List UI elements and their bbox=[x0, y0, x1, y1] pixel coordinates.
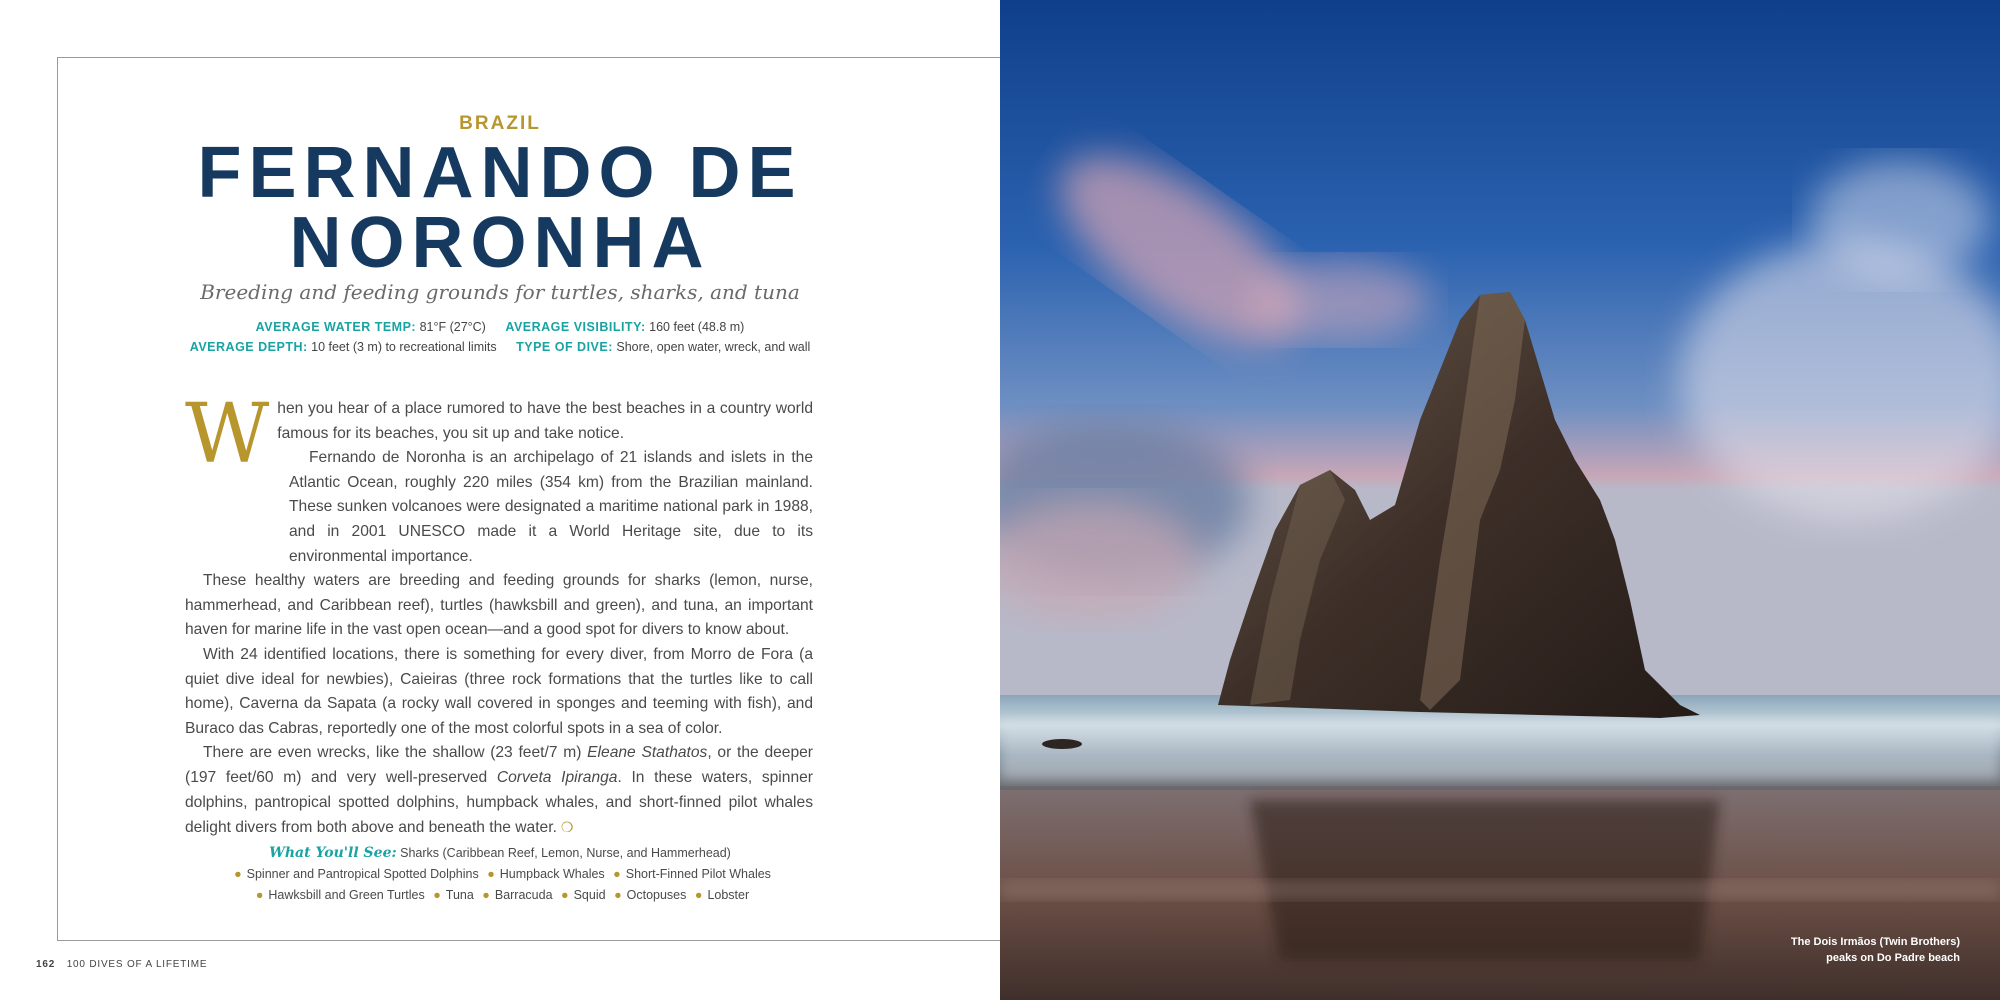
stat-label: AVERAGE WATER TEMP: bbox=[255, 320, 417, 334]
paragraph-5-text-c: . In these waters, spinner dolphins, pantropical spotted dolphins, humpback whales, and short-finned pilot whales delight divers from both above and beneath the water. bbox=[185, 768, 813, 837]
see-item: Octopuses bbox=[626, 888, 687, 902]
stats-row-2 bbox=[60, 340, 940, 354]
stat-visibility bbox=[505, 320, 744, 334]
caption-line-2: peaks on Do Padre beach bbox=[1826, 952, 1960, 964]
title-line-2: NORONHA bbox=[289, 203, 711, 283]
see-item: Hawksbill and Green Turtles bbox=[268, 888, 425, 902]
stat-value: 81°F (27°C) bbox=[419, 320, 486, 334]
see-item: Sharks (Caribbean Reef, Lemon, Nurse, and Hammerhead) bbox=[400, 846, 731, 860]
stat-value: Shore, open water, wreck, and wall bbox=[616, 340, 811, 354]
paragraph-5-text-a: There are even wrecks, like the shallow (23 feet/7 m) bbox=[203, 744, 588, 762]
stat-label: AVERAGE VISIBILITY: bbox=[505, 320, 646, 334]
stat-value: 10 feet (3 m) to recreational limits bbox=[311, 340, 497, 354]
stat-label: TYPE OF DIVE: bbox=[516, 340, 613, 354]
what-youll-see-label: What You'll See: bbox=[269, 845, 397, 861]
what-youll-see-line-2 bbox=[60, 867, 940, 881]
stat-dive-type bbox=[516, 340, 810, 354]
bullet-icon: ● bbox=[487, 867, 495, 881]
see-item: Tuna bbox=[445, 888, 474, 902]
bullet-icon: ● bbox=[433, 888, 441, 902]
page-footer bbox=[36, 959, 207, 970]
bullet-icon: ● bbox=[694, 888, 703, 902]
paragraph-1 bbox=[185, 387, 813, 482]
stat-water-temp bbox=[256, 320, 486, 334]
book-title: 100 DIVES OF A LIFETIME bbox=[66, 959, 208, 970]
what-youll-see-line-1 bbox=[60, 845, 940, 861]
bullet-icon: ● bbox=[482, 888, 490, 902]
see-item: Short-Finned Pilot Whales bbox=[625, 867, 771, 881]
see-item: Spinner and Pantropical Spotted Dolphins bbox=[246, 867, 479, 881]
stat-depth bbox=[190, 340, 497, 354]
page-title bbox=[60, 133, 940, 283]
paragraph-5-text-b: , or the deeper (197 feet/60 m) and very well-preserved bbox=[185, 744, 813, 786]
subtitle: Breeding and feeding grounds for turtles, sharks, and tuna bbox=[200, 280, 800, 304]
article-body bbox=[185, 387, 813, 841]
stat-label: AVERAGE DEPTH: bbox=[189, 340, 308, 354]
bullet-icon: ● bbox=[234, 867, 242, 881]
see-item: Squid bbox=[573, 888, 606, 902]
photo-twin-brothers bbox=[1000, 0, 2000, 1000]
paragraph-2: Fernando de Noronha is an archipelago of 21 islands and islets in the Atlantic Ocean, roughly 220 miles (354 km) from the Brazilian mainland. These sunken volcanoes were designated a maritime national park in 1988, and in 2001 UNESCO made it a World Heritage site, due to its environmental importance. bbox=[289, 449, 813, 565]
title-line-1: FERNANDO DE bbox=[197, 133, 803, 213]
wreck-name-corveta: Corveta Ipiranga bbox=[496, 768, 618, 786]
bullet-icon: ● bbox=[613, 867, 621, 881]
stats-row-1 bbox=[60, 320, 940, 334]
paragraph-3: These healthy waters are breeding and feeding grounds for sharks (lemon, nurse, hammerhead, and Caribbean reef), turtles (hawksbill and green), and tuna, an important haven for marine life in the vast open ocean—and a good spot for divers to know about. bbox=[185, 572, 813, 639]
bullet-icon: ● bbox=[561, 888, 569, 902]
photo-caption bbox=[1791, 934, 1960, 966]
end-mark-icon: ❍ bbox=[560, 819, 574, 836]
photo-illustration bbox=[1000, 0, 2000, 1000]
paragraph-5 bbox=[185, 741, 813, 840]
drop-cap: W bbox=[185, 387, 270, 482]
page-number: 162 bbox=[36, 959, 56, 970]
bullet-icon: ● bbox=[614, 888, 622, 902]
paragraph-1-text: hen you hear of a place rumored to have the best beaches in a country world famous for its beaches, you sit up and take notice. bbox=[277, 400, 813, 442]
country-label: BRAZIL bbox=[459, 113, 541, 134]
what-youll-see-line-3 bbox=[60, 888, 940, 902]
wreck-name-eleane: Eleane Stathatos bbox=[587, 744, 708, 762]
see-item: Humpback Whales bbox=[499, 867, 605, 881]
see-item: Barracuda bbox=[494, 888, 553, 902]
paragraph-4: With 24 identified locations, there is something for every diver, from Morro de Fora (a quiet dive ideal for newbies), Caieiras (three rock formations that the turtles like to call home), Caverna da Sapata (a rocky wall covered in sponges and teeming with fish), and Buraco das Cabras, reportedly one of the most colorful spots in a sea of color. bbox=[185, 645, 813, 737]
bullet-icon: ● bbox=[255, 888, 264, 902]
see-item: Lobster bbox=[707, 888, 750, 902]
stat-value: 160 feet (48.8 m) bbox=[649, 320, 745, 334]
caption-line-1: The Dois Irmãos (Twin Brothers) bbox=[1790, 936, 1960, 948]
